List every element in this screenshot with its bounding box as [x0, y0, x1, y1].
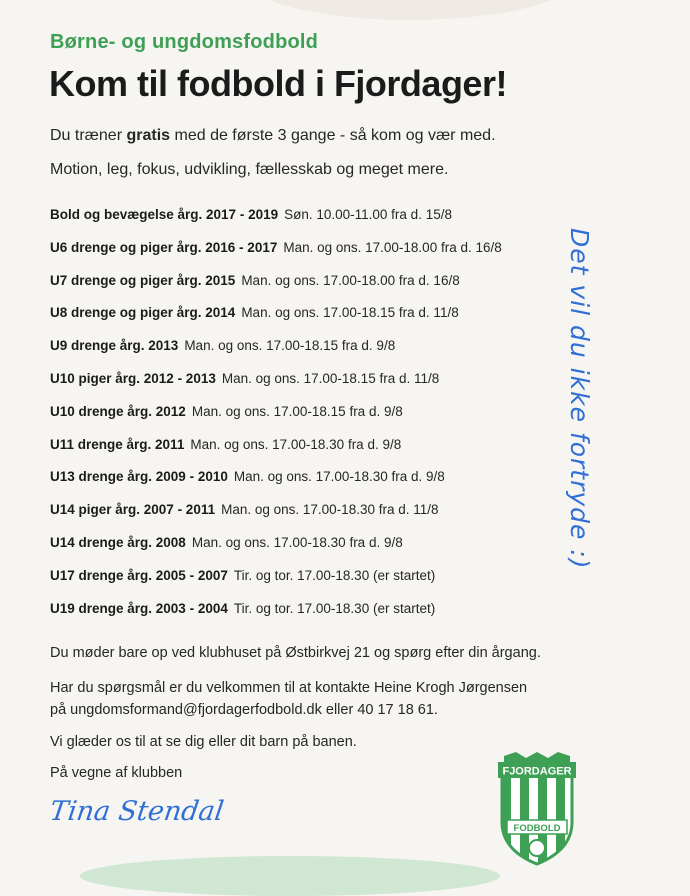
- schedule-row: [50, 273, 502, 306]
- schedule-row: [50, 601, 502, 634]
- schedule-group: U8 drenge og piger årg. 2014: [50, 305, 236, 321]
- schedule-row: [50, 338, 502, 371]
- intro-line-2: Motion, leg, fokus, udvikling, fællesskab og meget mere.: [50, 161, 449, 178]
- schedule-group: U17 drenge årg. 2005 - 2007: [50, 567, 228, 583]
- schedule-row: [50, 469, 502, 502]
- schedule-group: U9 drenge årg. 2013: [50, 338, 179, 354]
- schedule-time: Tir. og tor. 17.00-18.30 (er startet): [233, 600, 436, 616]
- schedule-row: [50, 207, 502, 240]
- intro-line-1: [50, 127, 496, 145]
- regards-line: På vegne af klubben: [50, 765, 183, 781]
- schedule-row: [50, 535, 502, 568]
- schedule-time: Man. og ons. 17.00-18.15 fra d. 11/8: [241, 305, 459, 321]
- intro-text-after: med de første 3 gange - så kom og vær med.: [170, 127, 496, 144]
- club-crest-logo: [498, 750, 576, 866]
- schedule-row: [50, 568, 502, 601]
- handwritten-note: Det vil du ikke fortryde :): [565, 228, 594, 570]
- schedule-time: Tir. og tor. 17.00-18.30 (er startet): [233, 567, 436, 583]
- page-subtitle: Børne- og ungdomsfodbold: [50, 31, 319, 53]
- schedule-group: U10 drenge årg. 2012: [50, 403, 186, 419]
- meeting-info: Du møder bare op ved klubhuset på Østbirkvej 21 og spørg efter din årgang.: [50, 645, 541, 661]
- schedule-time: Søn. 10.00-11.00 fra d. 15/8: [284, 207, 452, 222]
- schedule-group: Bold og bevægelse årg. 2017 - 2019: [50, 207, 279, 222]
- schedule-time: Man. og ons. 17.00-18.30 fra d. 9/8: [190, 436, 402, 452]
- schedule-group: U11 drenge årg. 2011: [50, 436, 185, 452]
- schedule-group: U10 piger årg. 2012 - 2013: [50, 370, 216, 386]
- schedule-time: Man. og ons. 17.00-18.00 fra d. 16/8: [241, 272, 460, 288]
- intro-text-before: Du træner: [50, 127, 127, 144]
- schedule-row: [50, 502, 502, 535]
- page-title: Kom til fodbold i Fjordager!: [49, 63, 507, 104]
- schedule-group: U14 piger årg. 2007 - 2011: [50, 502, 216, 518]
- schedule-group: U6 drenge og piger årg. 2016 - 2017: [50, 239, 278, 255]
- schedule-row: [50, 240, 502, 273]
- crest-top-text: FJORDAGER: [502, 765, 572, 778]
- schedule-time: Man. og ons. 17.00-18.15 fra d. 9/8: [191, 403, 403, 419]
- schedule-time: Man. og ons. 17.00-18.30 fra d. 9/8: [233, 469, 445, 485]
- schedule-group: U7 drenge og piger årg. 2015: [50, 272, 236, 288]
- schedule-group: U19 drenge årg. 2003 - 2004: [50, 600, 228, 616]
- crest-bottom-text: FODBOLD: [513, 823, 561, 834]
- schedule-time: Man. og ons. 17.00-18.30 fra d. 9/8: [191, 534, 403, 550]
- intro-text-bold: gratis: [126, 127, 171, 144]
- schedule-time: Man. og ons. 17.00-18.00 fra d. 16/8: [283, 239, 502, 255]
- decorative-top-arc: [240, 0, 580, 20]
- schedule-row: [50, 305, 502, 338]
- football-icon: [529, 840, 545, 856]
- schedule-group: U13 drenge årg. 2009 - 2010: [50, 469, 228, 485]
- schedule-row: [50, 437, 502, 470]
- schedule-row: [50, 371, 502, 404]
- schedule-row: [50, 404, 502, 437]
- training-schedule: [50, 207, 502, 633]
- schedule-time: Man. og ons. 17.00-18.15 fra d. 11/8: [221, 370, 440, 386]
- signature: Tina Stendal: [47, 796, 226, 827]
- contact-line-1: Har du spørgsmål er du velkommen til at kontakte Heine Krogh Jørgensen: [50, 680, 528, 696]
- decorative-bottom-arc: [80, 856, 500, 896]
- closing-line: Vi glæder os til at se dig eller dit barn på banen.: [50, 734, 357, 750]
- contact-line-2: på ungdomsformand@fjordagerfodbold.dk eller 40 17 18 61.: [50, 702, 438, 718]
- schedule-group: U14 drenge årg. 2008: [50, 534, 186, 550]
- schedule-time: Man. og ons. 17.00-18.15 fra d. 9/8: [184, 338, 396, 354]
- schedule-time: Man. og ons. 17.00-18.30 fra d. 11/8: [221, 502, 439, 518]
